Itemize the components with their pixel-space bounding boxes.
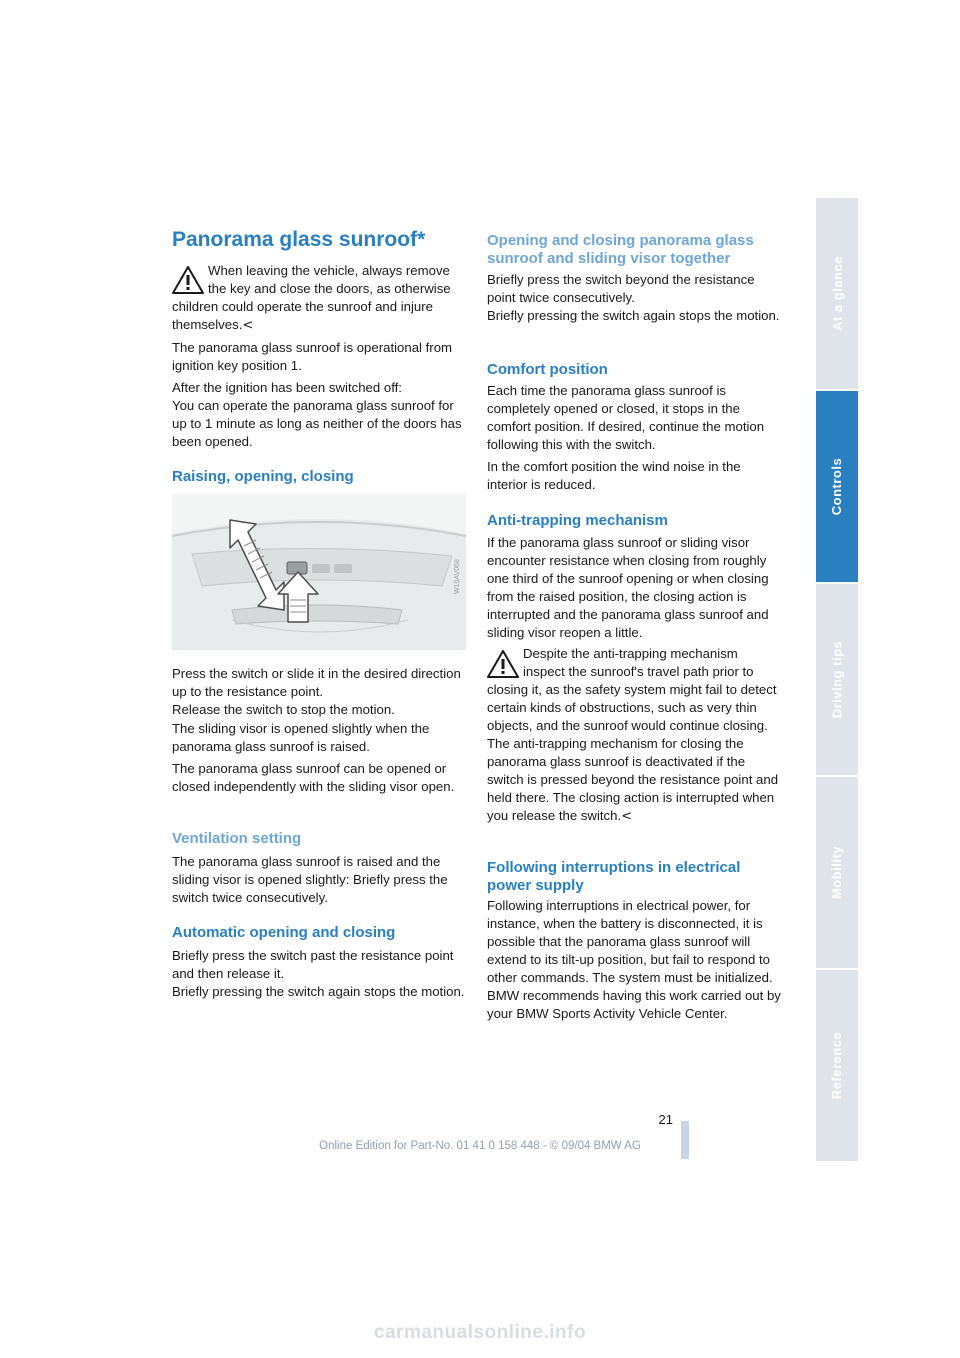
section-heading: Automatic opening and closing (172, 924, 396, 941)
paragraph: The sliding visor is opened slightly when the panorama glass sunroof is raised. (172, 721, 430, 754)
paragraph: Briefly pressing the switch again stops the motion. (487, 308, 780, 323)
sunroof-switch-illustration (172, 494, 466, 650)
paragraph: If the panorama glass sunroof or sliding visor encounter resistance when closing from roughly one third of the sunroof opening or when closing from the raised position, the closing action is interrupted and the panorama glass sunroof and sliding visor reopen a little. (487, 535, 769, 640)
section-heading: Comfort position (487, 361, 608, 378)
paragraph: Release the switch to stop the motion. (172, 702, 395, 717)
paragraph: The panorama glass sunroof is raised and the sliding visor is opened slightly: Briefly press the switch twice consecutively. (172, 854, 448, 905)
paragraph: The panorama glass sunroof is operational from ignition key position 1. (172, 340, 453, 373)
section-heading: Opening and closing panorama glass sunroof and sliding visor together (487, 232, 754, 267)
warning-line: inspect the sunroof's travel path prior to (523, 664, 754, 679)
warning-line: When leaving the vehicle, always remove (208, 263, 450, 278)
paragraph: The panorama glass sunroof can be opened or closed independently with the sliding visor open. (172, 761, 455, 794)
watermark: carmanualsonline.info (373, 1322, 587, 1343)
sidebar-tab-mobility[interactable]: Mobility (816, 777, 858, 968)
warning-line: the key and close the doors, as otherwise (208, 281, 451, 296)
end-mark: < (242, 318, 254, 333)
paragraph: You can operate the panorama glass sunroof for up to 1 minute as long as neither of the doors has been opened. (172, 398, 462, 449)
warning-note (172, 262, 466, 335)
section-heading: Raising, opening, closing (172, 468, 354, 485)
paragraph-group (487, 271, 781, 325)
chapter-sidebar (816, 198, 858, 1160)
warning-text: children could operate the sunroof and injure themselves.< (172, 299, 433, 333)
sidebar-tab-driving-tips[interactable]: Driving tips (816, 584, 858, 775)
paragraph: In the comfort position the wind noise in the interior is reduced. (487, 459, 741, 492)
section-heading: Ventilation setting (172, 830, 302, 847)
warning-note (487, 645, 781, 826)
footer-text: Online Edition for Part-No. 01 41 0 158 448 - © 09/04 BMW AG (319, 1140, 641, 1152)
paragraph-group (172, 947, 466, 1001)
warning-line: Despite the anti-trapping mechanism (523, 646, 738, 661)
paragraph: Each time the panorama glass sunroof is completely opened or closed, it stops in the comfort position. If desired, continue the motion following this with the switch. (487, 383, 765, 452)
sidebar-tab-reference[interactable]: Reference (816, 970, 858, 1161)
sidebar-tab-controls[interactable]: Controls (816, 391, 858, 582)
end-mark: < (621, 809, 633, 824)
page-number: 21 (658, 1112, 673, 1127)
paragraph: Briefly pressing the switch again stops the motion. (172, 984, 465, 999)
section-heading: Following interruptions in electrical power supply (487, 859, 741, 894)
paragraph: Following interruptions in electrical power, for instance, when the battery is disconnected, it is possible that the panorama glass sunroof will extend to its tilt-up position, but fail to respond to other commands. The system must be initialized. BMW recommends having this work carried out by your BMW Sports Activity Vehicle Center. (487, 898, 781, 1021)
overhead-console-image (172, 494, 466, 650)
page-title: Panorama glass sunroof* (172, 228, 426, 251)
paragraph-group (172, 379, 466, 451)
paragraph-group (172, 665, 466, 719)
section-heading: Anti-trapping mechanism (487, 512, 668, 529)
warning-text: closing it, as the safety system might fail to detect certain kinds of obstructions, such as very thin objects, and the sunroof would continue closing. (487, 682, 777, 733)
warning-text: The anti-trapping mechanism for closing the panorama glass sunroof is deactivated if the switch is pressed beyond the resistance point and held there. The closing action is interrupted when you release the switch.< (487, 736, 779, 824)
figure-code: W10AV068 (454, 559, 461, 594)
sidebar-tab-at-a-glance[interactable]: At a glance (816, 198, 858, 389)
paragraph: Press the switch or slide it in the desired direction up to the resistance point. (172, 666, 461, 699)
paragraph: Briefly press the switch beyond the resistance point twice consecutively. (487, 272, 755, 305)
paragraph: After the ignition has been switched off: (172, 380, 402, 395)
paragraph: Briefly press the switch past the resistance point and then release it. (172, 948, 454, 981)
